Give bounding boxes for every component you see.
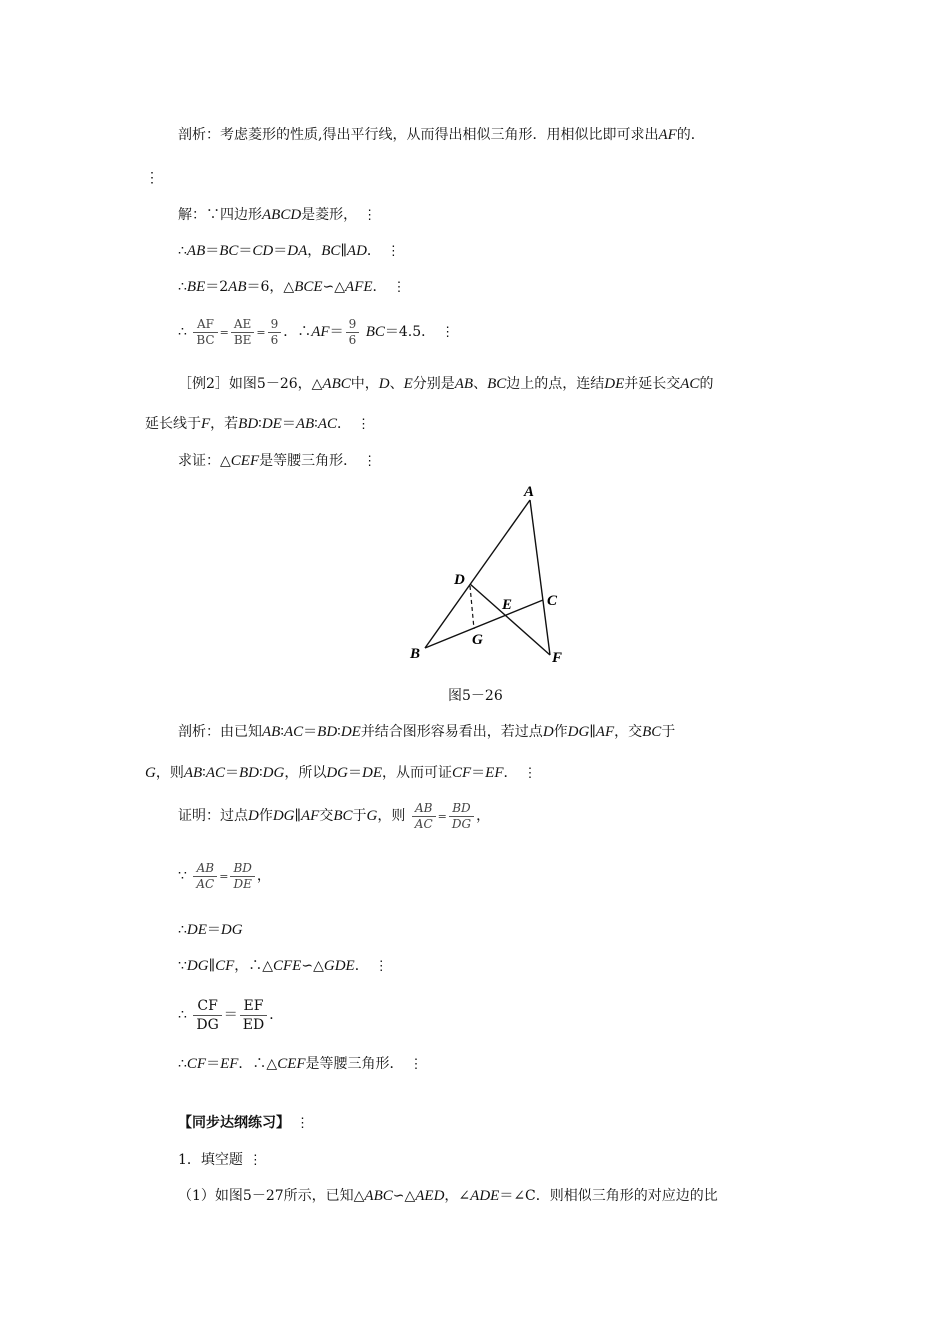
math-var: G <box>366 808 378 824</box>
math-var: EF <box>220 1056 239 1072</box>
math-var: CF <box>215 958 235 974</box>
proof-line-4 <box>178 956 388 977</box>
text: 交 <box>319 808 334 824</box>
text: 并延长交 <box>624 376 681 392</box>
text: 证明：过点 <box>178 808 248 824</box>
label-F: F <box>552 650 563 666</box>
math-var: D <box>542 724 554 740</box>
analysis2-line-2 <box>145 763 537 784</box>
dots-mark <box>145 168 159 188</box>
math-var: BC <box>487 376 507 392</box>
text: ∶ <box>258 416 262 432</box>
numerator: CF <box>193 997 221 1016</box>
equals: = <box>437 810 447 823</box>
text: 延长线于 <box>145 416 201 432</box>
math-var: BC <box>333 808 353 824</box>
math-var: CFE <box>273 958 302 974</box>
math-var: DE <box>340 724 361 740</box>
math-var: BCE <box>294 279 323 295</box>
math-var: CF <box>452 765 472 781</box>
math-var: AB <box>228 279 247 295</box>
numerator: BD <box>449 801 474 817</box>
fraction <box>240 997 267 1034</box>
math-var: AB <box>183 765 203 781</box>
text: ∴ <box>178 1056 187 1072</box>
text: ＝ <box>206 1056 221 1072</box>
text: ∵ <box>178 868 187 884</box>
math-var: CD <box>252 243 274 259</box>
equals: ＝ <box>223 1007 238 1023</box>
numerator: EF <box>240 997 267 1016</box>
math-var: AC <box>680 376 700 392</box>
text: ． <box>336 416 351 432</box>
text: ＝ <box>281 416 296 432</box>
text: 分别是 <box>412 376 455 392</box>
fraction <box>230 861 254 892</box>
math-var: ADE <box>470 1188 500 1204</box>
math-var: F <box>201 416 211 432</box>
dots-text: ⋮ <box>409 1057 423 1072</box>
math-var: ABC <box>364 1188 393 1204</box>
text: ＝ <box>206 922 221 938</box>
text: 于 <box>352 808 367 824</box>
text: 是菱形， <box>301 207 358 223</box>
denominator: 6 <box>270 332 279 347</box>
dots-text: ⋮ <box>145 170 159 186</box>
text: ∴ <box>178 279 187 295</box>
solution-line-3 <box>178 277 406 298</box>
fraction <box>193 997 221 1034</box>
dots-text: ⋮ <box>363 208 377 223</box>
math-var: EF <box>485 765 504 781</box>
label-B: B <box>410 646 421 662</box>
text: ∶ <box>280 724 284 740</box>
math-var: AF <box>658 127 677 143</box>
denominator: 6 <box>348 332 357 347</box>
text: ∥ <box>589 724 596 740</box>
math-var: CF <box>186 1056 207 1072</box>
text: ， <box>307 243 322 259</box>
segment-AB <box>425 500 530 648</box>
text: ，∴△ <box>234 958 274 974</box>
text: 的． <box>676 127 705 143</box>
text: ∥ <box>340 243 347 259</box>
text: ＝ <box>273 243 288 259</box>
math-var: DG <box>326 765 348 781</box>
fraction <box>193 861 217 892</box>
text: ＝ <box>329 324 344 340</box>
equals: = <box>219 870 229 883</box>
text: ． <box>372 279 387 295</box>
fraction <box>231 317 255 348</box>
text: ，若 <box>210 416 239 432</box>
math-var: DG <box>272 808 295 824</box>
math-var: DE <box>362 765 382 781</box>
text: 作 <box>258 808 273 824</box>
text: ∴ <box>178 243 187 259</box>
math-var: AD <box>346 243 367 259</box>
math-var: BC <box>365 324 385 340</box>
text: ＝2 <box>205 279 229 295</box>
solution-line-1 <box>178 205 376 226</box>
math-var: BD <box>238 416 259 432</box>
text: ，∠ <box>444 1188 471 1204</box>
text: ＝ <box>205 243 220 259</box>
text: 边上的点，连结 <box>506 376 605 392</box>
solution-line-2 <box>178 241 400 262</box>
text: ∥ <box>294 808 301 824</box>
denominator: DE <box>233 876 252 891</box>
math-var: AC <box>205 765 225 781</box>
text: ＝ <box>225 765 239 781</box>
math-var: DG <box>262 765 285 781</box>
math-var: DG <box>186 958 209 974</box>
denominator: BE <box>233 332 252 347</box>
text: 是等腰三角形． <box>259 453 358 469</box>
text: 中， <box>350 376 379 392</box>
math-var: AB <box>186 243 206 259</box>
text: 于 <box>661 724 676 740</box>
math-var: DA <box>287 243 308 259</box>
fraction <box>346 317 360 348</box>
segment-AF <box>530 500 550 655</box>
text: ［例2］如图5－26，△ <box>178 376 323 392</box>
math-var: DG <box>220 922 243 938</box>
text: 并结合图形容易看出，若过点 <box>360 724 543 740</box>
numerator: AF <box>193 317 217 333</box>
text: ＝ <box>238 243 253 259</box>
figure-caption <box>448 686 503 706</box>
dots-text: ⋮ <box>356 417 370 432</box>
example-line-1 <box>178 374 713 394</box>
text: ， <box>476 808 491 824</box>
math-var: BC <box>321 243 341 259</box>
label-E: E <box>502 597 513 613</box>
proof-line-5 <box>178 994 283 1036</box>
text: ∵ <box>178 958 187 974</box>
dots-text: ⋮ <box>392 280 406 295</box>
text: ∽△ <box>392 1188 416 1204</box>
dots-text: ⋮ <box>248 1153 262 1168</box>
math-var: BC <box>642 724 662 740</box>
heading-text: 【同步达纲练习】 <box>178 1115 290 1131</box>
text: ＝ <box>471 765 486 781</box>
math-var: AC <box>317 416 337 432</box>
numerator: AB <box>412 801 436 817</box>
label-C: C <box>547 593 558 609</box>
math-var: E <box>403 376 413 392</box>
exercise-1 <box>178 1186 718 1206</box>
geometry-figure <box>400 478 590 673</box>
equals: = <box>219 326 229 339</box>
text: ＝ <box>303 724 318 740</box>
text: ∽△ <box>301 958 324 974</box>
denominator: BC <box>196 332 215 347</box>
fraction <box>449 801 474 832</box>
text: 是等腰三角形． <box>305 1056 404 1072</box>
text: 求证：△ <box>178 453 231 469</box>
text: ＝ <box>348 765 362 781</box>
text: ＝4.5． <box>384 324 436 340</box>
text: ． <box>503 765 518 781</box>
math-var: BD <box>239 765 259 781</box>
dots-text: ⋮ <box>363 454 377 469</box>
text: 剖析：由已知 <box>178 724 262 740</box>
text: 、 <box>473 376 488 392</box>
exercise-type <box>178 1150 262 1171</box>
proof-line-6 <box>178 1054 423 1075</box>
text: 剖析：考虑菱形的性质,得出平行线，从而得出相似三角形．用相似比即可求出 <box>178 127 659 143</box>
math-var: AB <box>295 416 315 432</box>
math-var: AF <box>311 324 330 340</box>
text: ∶ <box>259 765 263 781</box>
text: ， <box>256 868 271 884</box>
text: ＝∠C．则相似三角形的对应边的比 <box>499 1188 718 1204</box>
text: ∴ <box>178 922 187 938</box>
math-var: AF <box>300 808 320 824</box>
text: ，则 <box>155 765 184 781</box>
math-var: D <box>248 808 259 824</box>
denominator: DG <box>451 816 472 831</box>
dots-text: ⋮ <box>523 766 537 781</box>
text: ∽△ <box>322 279 346 295</box>
text: ． <box>354 958 369 974</box>
numerator: AE <box>231 317 255 333</box>
text: ，所以 <box>284 765 327 781</box>
proof-line-2 <box>178 858 271 895</box>
dots-text: ⋮ <box>386 244 400 259</box>
dots-text: ⋮ <box>374 959 388 974</box>
math-var: AF <box>595 724 615 740</box>
denominator: DG <box>196 1016 219 1033</box>
dots-text: ⋮ <box>441 325 455 340</box>
proof-line-1 <box>178 798 490 835</box>
text: ∴ <box>178 1007 187 1023</box>
math-var: BD <box>317 724 338 740</box>
math-var: D <box>378 376 390 392</box>
math-var: BE <box>186 279 206 295</box>
text: ，交 <box>614 724 643 740</box>
math-var: DE <box>186 922 207 938</box>
fraction <box>412 801 436 832</box>
math-var: BC <box>219 243 239 259</box>
math-var: AC <box>283 724 304 740</box>
prove-line <box>178 451 376 472</box>
math-var: CEF <box>277 1056 306 1072</box>
label-A: A <box>524 484 535 500</box>
math-var: AB <box>454 376 474 392</box>
math-var: DE <box>604 376 625 392</box>
text: 、 <box>389 376 404 392</box>
denominator: AC <box>414 816 433 831</box>
numerator: BD <box>230 861 254 877</box>
text: 解：∵四边形 <box>178 207 262 223</box>
text: ．∴△ <box>238 1056 278 1072</box>
text: ∶ <box>202 765 206 781</box>
analysis2-line-1 <box>178 722 675 742</box>
math-var: CEF <box>230 453 260 469</box>
label-G: G <box>472 632 483 648</box>
math-var: ABC <box>322 376 351 392</box>
text: ．∴ <box>283 324 312 340</box>
math-var: ABCD <box>262 207 302 223</box>
text: 1．填空题 <box>178 1152 243 1168</box>
text: ，从而可证 <box>382 765 452 781</box>
section-heading <box>178 1113 309 1134</box>
text: ，则 <box>377 808 406 824</box>
solution-line-4 <box>178 314 454 351</box>
text: ． <box>366 243 381 259</box>
label-D: D <box>454 572 465 588</box>
math-var: DG <box>567 724 590 740</box>
fraction <box>193 317 217 348</box>
text: 作 <box>553 724 568 740</box>
caption-text: 图5－26 <box>448 688 503 704</box>
denominator: ED <box>242 1016 265 1033</box>
text: 的 <box>699 376 714 392</box>
example-line-2 <box>145 414 370 435</box>
dots-text: ⋮ <box>296 1116 309 1131</box>
text: ∥ <box>208 958 216 974</box>
analysis-line-1 <box>178 125 705 145</box>
text: ＝6，△ <box>246 279 295 295</box>
equals: = <box>256 326 266 339</box>
text: ∴ <box>178 324 187 340</box>
math-var: AED <box>415 1188 445 1204</box>
segment-DG-dashed <box>470 586 474 629</box>
fraction <box>268 317 282 348</box>
text: ∶ <box>337 724 341 740</box>
math-var: GDE <box>323 958 355 974</box>
text: ． <box>269 1007 284 1023</box>
proof-line-3 <box>178 920 243 940</box>
numerator: 9 <box>268 317 282 333</box>
math-var: DE <box>261 416 282 432</box>
numerator: 9 <box>346 317 360 333</box>
text: （1）如图5－27所示，已知△ <box>178 1188 365 1204</box>
math-var: AFE <box>345 279 373 295</box>
denominator: AC <box>196 876 215 891</box>
math-var: G <box>145 765 156 781</box>
text: ∶ <box>314 416 318 432</box>
math-var: AB <box>262 724 281 740</box>
numerator: AB <box>193 861 217 877</box>
